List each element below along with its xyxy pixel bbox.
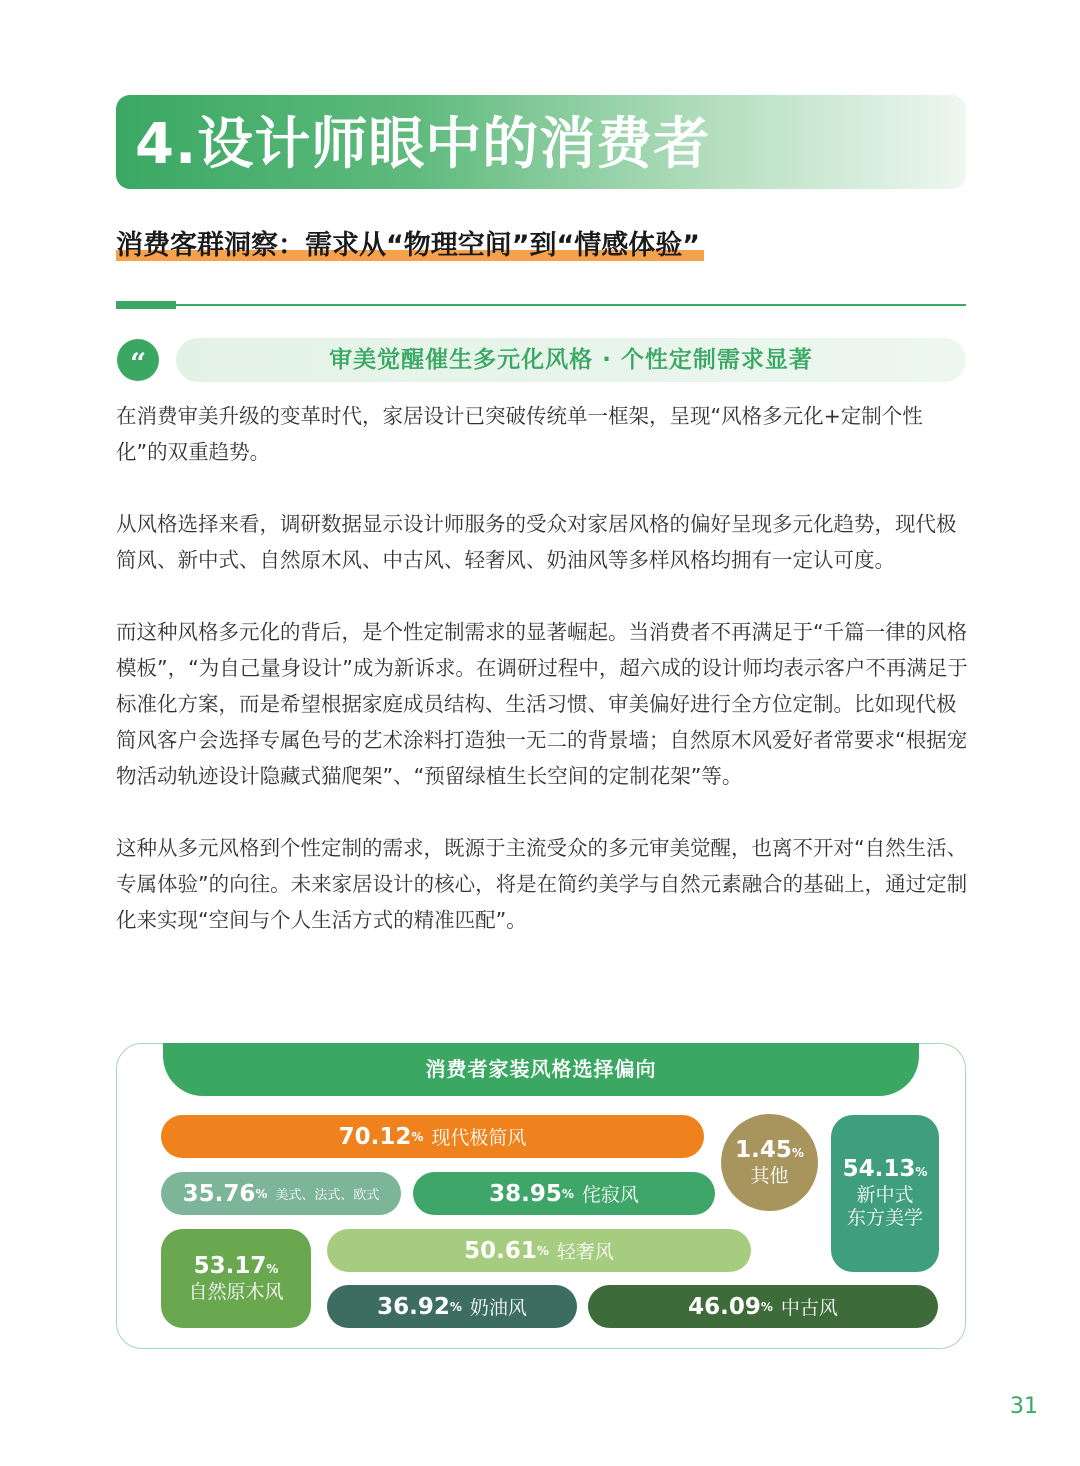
pill-percent: % (561, 1186, 574, 1201)
style-card-natural-wood (161, 1229, 311, 1328)
pill-percent: % (411, 1129, 424, 1144)
body-text (116, 398, 968, 974)
style-circle-other (721, 1114, 818, 1211)
section-subtitle: 消费客群洞察：需求从“物理空间”到“情感体验” (116, 226, 704, 266)
style-pill-western (161, 1172, 401, 1215)
pill-label: 奶油风 (469, 1297, 527, 1319)
pill-label: 美式、法式、欧式 (275, 1188, 380, 1203)
style-pill-light-luxury (327, 1229, 751, 1272)
pill-label: 新中式 (856, 1184, 914, 1206)
paragraph: 而这种风格多元化的背后，是个性定制需求的显著崛起。当消费者不再满足于“千篇一律的风格模板”，“为自己量身设计”成为新诉求。在调研过程中，超六成的设计师均表示客户不再满足于标准化方案，而是希望根据家庭成员结构、生活习惯、审美偏好进行全方位定制。比如现代极简风客户会选择专属色号的艺术涂料打造独一无二的背景墙；自然原木风爱好者常要求“根据宠物活动轨迹设计隐藏式猫爬架”、“预留绿植生长空间的定制花架”等。 (116, 620, 968, 788)
divider-accent (116, 301, 176, 309)
pill-label: 自然原木风 (188, 1280, 284, 1303)
pill-percent: % (255, 1186, 268, 1201)
pill-label: 侘寂风 (581, 1184, 639, 1206)
pill-label: 轻奢风 (556, 1241, 614, 1263)
pill-percent: % (791, 1145, 804, 1160)
chart-title: 消费者家装风格选择偏向 (163, 1043, 919, 1096)
paragraph: 在消费审美升级的变革时代，家居设计已突破传统单一框架，呈现“风格多元化+定制个性化”的双重趋势。 (116, 404, 923, 464)
pill-percent: % (536, 1243, 549, 1258)
pill-value: 1.45 (735, 1136, 792, 1163)
pill-value: 53.17 (193, 1252, 267, 1279)
page-title: 4.设计师眼中的消费者 (135, 112, 711, 177)
paragraph: 这种从多元风格到个性定制的需求，既源于主流受众的多元审美觉醒，也离不开对“自然生活、专属体验”的向往。未来家居设计的核心，将是在简约美学与自然元素融合的基础上，通过定制化来实现“空间与个人生活方式的精准匹配”。 (116, 836, 968, 932)
pill-value: 50.61 (464, 1237, 537, 1264)
pill-percent: % (760, 1299, 773, 1314)
paragraph: 从风格选择来看，调研数据显示设计师服务的受众对家居风格的偏好呈现多元化趋势，现代极简风、新中式、自然原木风、中古风、轻奢风、奶油风等多样风格均拥有一定认可度。 (116, 512, 957, 572)
pill-percent: % (915, 1165, 928, 1179)
pill-value: 36.92 (377, 1293, 450, 1320)
pill-label: 其他 (750, 1164, 789, 1187)
pill-value: 46.09 (688, 1293, 761, 1320)
style-pill-minimalist (161, 1115, 704, 1158)
pill-label: 现代极简风 (431, 1127, 527, 1149)
pill-label: 中古风 (780, 1297, 838, 1319)
pill-percent: % (449, 1299, 462, 1314)
divider-line (116, 304, 966, 306)
section-heading: 审美觉醒催生多元化风格 · 个性定制需求显著 (176, 338, 966, 382)
pill-value: 38.95 (489, 1180, 562, 1207)
pill-value: 54.13 (842, 1156, 916, 1182)
style-pill-wabi-sabi (413, 1172, 715, 1215)
quote-icon: “ (117, 339, 159, 381)
pill-percent: % (266, 1261, 279, 1276)
page-number: 31 (1010, 1394, 1038, 1419)
pill-value: 70.12 (338, 1123, 412, 1150)
style-pill-vintage (588, 1285, 938, 1328)
style-pill-cream (327, 1285, 577, 1328)
pill-label: 东方美学 (846, 1207, 923, 1229)
pill-value: 35.76 (182, 1180, 256, 1207)
style-card-new-chinese (831, 1115, 939, 1272)
